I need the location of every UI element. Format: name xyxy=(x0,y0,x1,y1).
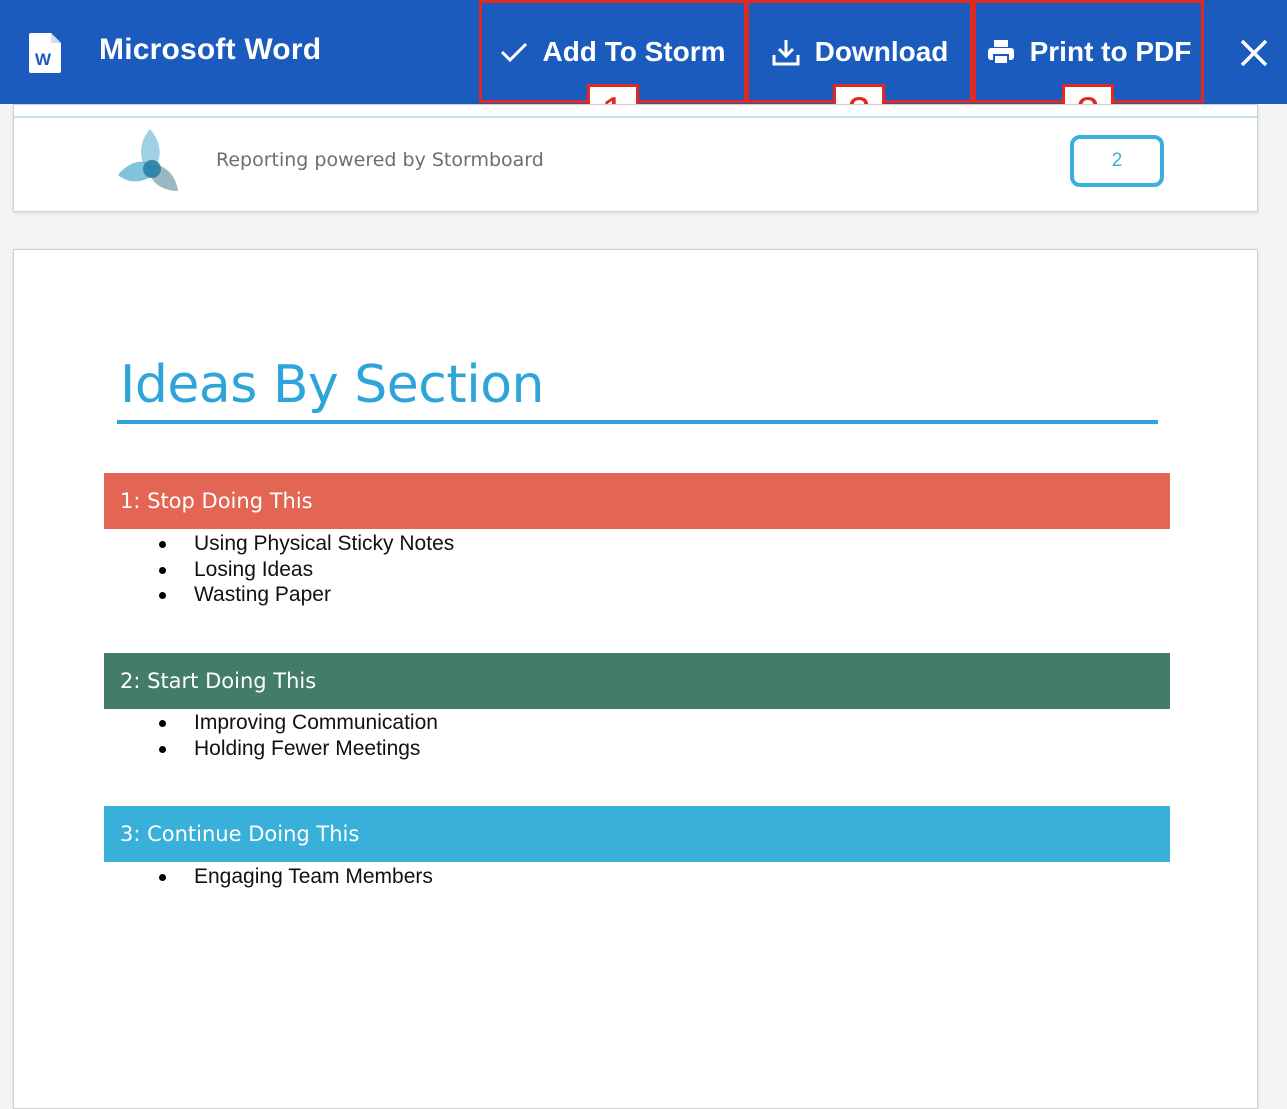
heading-underline xyxy=(117,420,1158,424)
list-item: Improving Communication xyxy=(104,710,438,736)
section-list-stop xyxy=(104,531,454,608)
page-number: 2 xyxy=(1070,135,1164,187)
document-page xyxy=(13,249,1258,1109)
list-item: Losing Ideas xyxy=(104,557,454,583)
download-label: Download xyxy=(814,35,949,67)
stormboard-logo xyxy=(114,125,186,195)
add-to-storm-label: Add To Storm xyxy=(542,35,726,67)
section-header-start: 2: Start Doing This xyxy=(104,653,1170,709)
printer-icon xyxy=(986,38,1016,66)
footer-divider xyxy=(14,116,1257,118)
close-icon[interactable] xyxy=(1238,37,1270,69)
print-to-pdf-label: Print to PDF xyxy=(1029,35,1192,67)
list-item: Holding Fewer Meetings xyxy=(104,736,438,762)
app-title: Microsoft Word xyxy=(99,33,322,66)
list-item: Engaging Team Members xyxy=(104,864,433,890)
download-icon xyxy=(771,37,801,67)
section-list-start xyxy=(104,710,438,761)
checkmark-icon xyxy=(500,41,528,63)
document-page-footer xyxy=(13,104,1258,212)
page-title: Ideas By Section xyxy=(120,355,544,415)
svg-text:W: W xyxy=(35,50,52,69)
section-header-stop: 1: Stop Doing This xyxy=(104,473,1170,529)
section-list-continue xyxy=(104,864,433,890)
powered-by-text: Reporting powered by Stormboard xyxy=(216,149,544,171)
section-header-continue: 3: Continue Doing This xyxy=(104,806,1170,862)
list-item: Wasting Paper xyxy=(104,582,454,608)
word-icon xyxy=(28,32,62,74)
list-item: Using Physical Sticky Notes xyxy=(104,531,454,557)
